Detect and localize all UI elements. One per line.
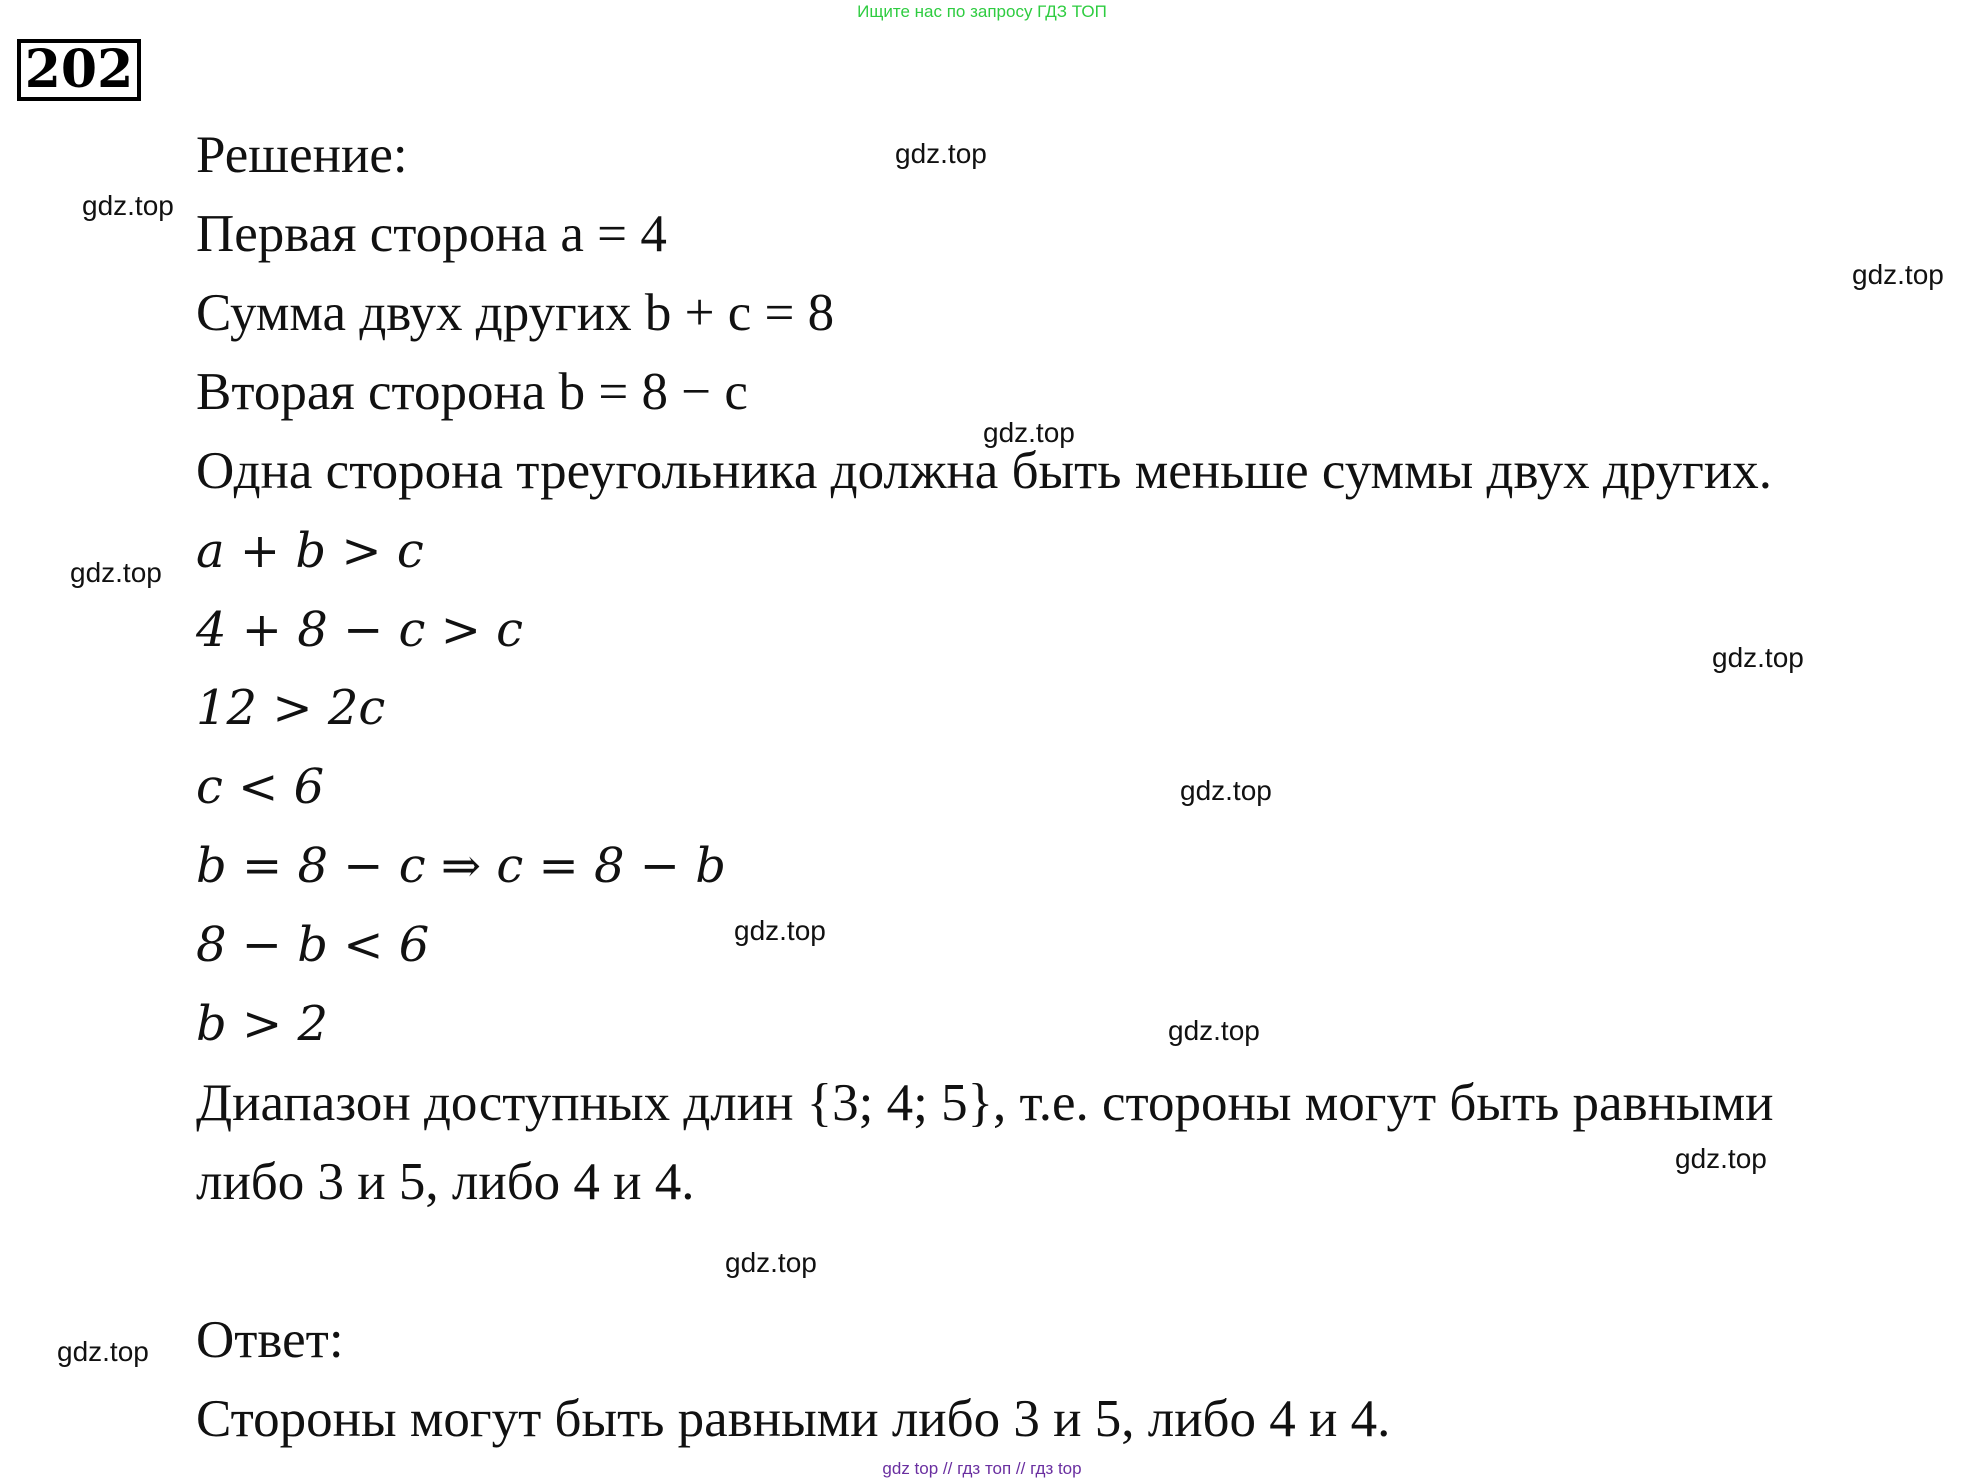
equation-4: c < 6 bbox=[196, 759, 325, 815]
watermark: gdz.top bbox=[1852, 259, 1944, 290]
answer-text: Стороны могут быть равными либо 3 и 5, либо 4 и 4. bbox=[196, 1390, 1391, 1448]
watermark: gdz.top bbox=[1675, 1143, 1767, 1174]
task-number: 202 bbox=[17, 39, 141, 101]
watermark: gdz.top bbox=[895, 138, 987, 169]
watermark: gdz.top bbox=[70, 557, 162, 588]
equation-6: 8 − b < 6 bbox=[196, 917, 430, 973]
equation-7: b > 2 bbox=[196, 996, 328, 1052]
watermark: gdz.top bbox=[734, 915, 826, 946]
footer-links[interactable]: gdz top // гдз топ // гдз top bbox=[882, 1459, 1082, 1478]
watermark: gdz.top bbox=[1712, 642, 1804, 673]
watermark: gdz.top bbox=[983, 417, 1075, 448]
solution-line-2: Сумма двух других b + c = 8 bbox=[196, 284, 835, 342]
watermark: gdz.top bbox=[725, 1247, 817, 1278]
equation-2: 4 + 8 − c > c bbox=[196, 602, 524, 658]
equation-3: 12 > 2c bbox=[196, 680, 386, 736]
solution-heading: Решение: bbox=[196, 126, 408, 184]
solution-line-1: Первая сторона a = 4 bbox=[196, 205, 667, 263]
solution-line-3: Вторая сторона b = 8 − c bbox=[196, 363, 748, 421]
solution-line-4: Одна сторона треугольника должна быть меньше суммы двух других. bbox=[196, 442, 1773, 500]
equation-5: b = 8 − c ⇒ c = 8 − b bbox=[196, 838, 726, 894]
answer-heading: Ответ: bbox=[196, 1311, 344, 1369]
solution-line-12: Диапазон доступных длин {3; 4; 5}, т.е. стороны могут быть равными bbox=[196, 1074, 1774, 1132]
watermark: gdz.top bbox=[82, 190, 174, 221]
solution-line-13: либо 3 и 5, либо 4 и 4. bbox=[196, 1153, 695, 1211]
search-banner[interactable]: Ищите нас по запросу ГДЗ ТОП bbox=[857, 2, 1107, 21]
equation-1: a + b > c bbox=[196, 523, 424, 579]
watermark: gdz.top bbox=[1180, 775, 1272, 806]
watermark: gdz.top bbox=[57, 1336, 149, 1367]
watermark: gdz.top bbox=[1168, 1015, 1260, 1046]
